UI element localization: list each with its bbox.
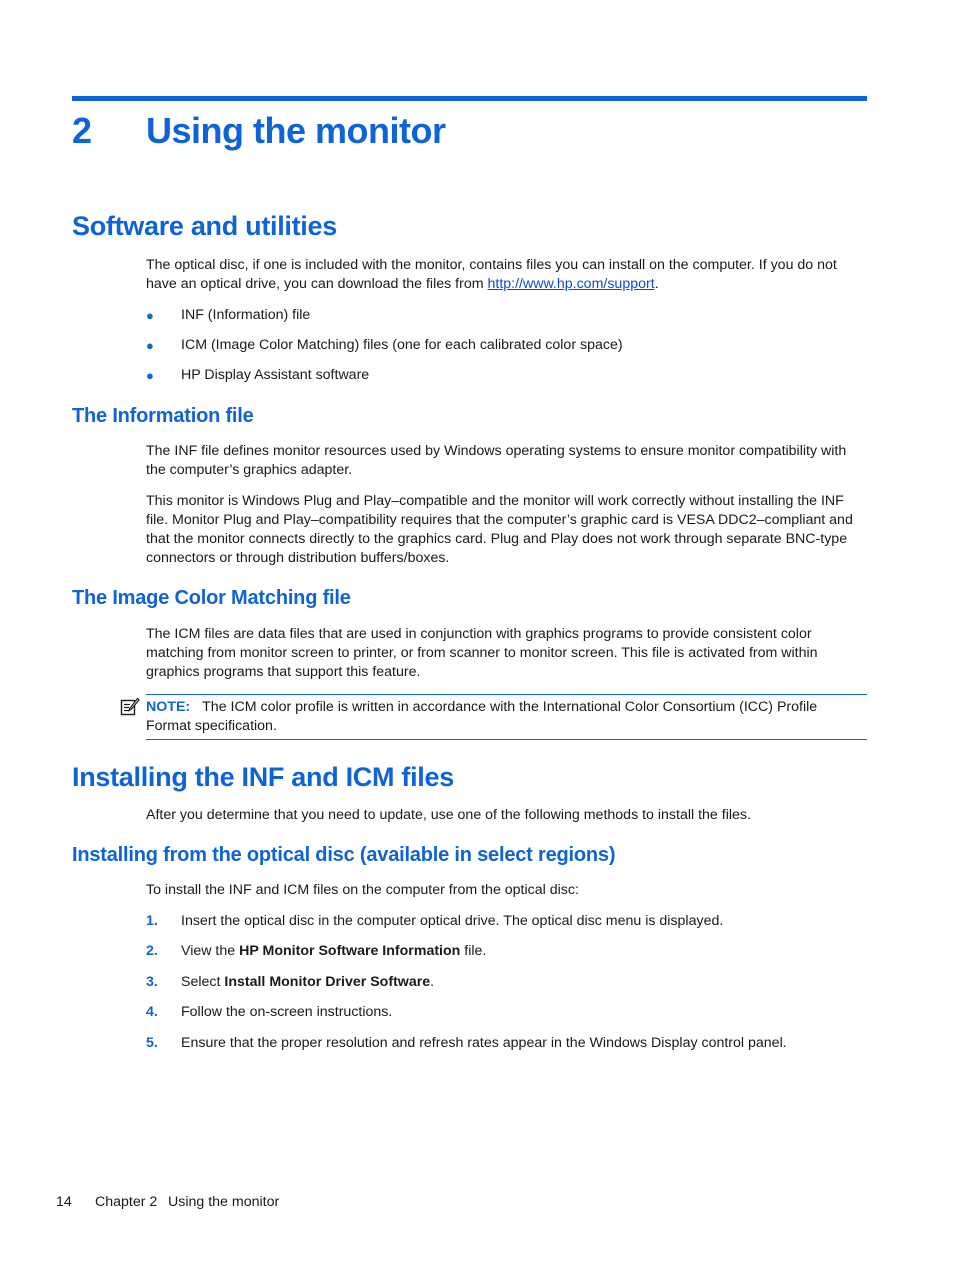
note-bottom-rule [146,739,867,740]
footer-chapter-label: Chapter 2 [95,1194,158,1210]
page-number: 14 [56,1194,72,1210]
bullet-icon: ● [146,338,154,353]
installing-paragraph: After you determine that you need to update, use one of the following methods to install the files. [146,807,751,823]
step-text [181,1034,865,1053]
heading-optical-disc: Installing from the optical disc (available in select regions) [72,844,616,866]
software-intro-end: . [654,276,659,292]
heading-installing-files: Installing the INF and ICM files [72,762,454,792]
software-intro [146,256,864,294]
footer-chapter-title: Using the monitor [168,1194,280,1210]
step-number: 4. [146,1004,158,1020]
chapter-rule [72,96,867,101]
step-text-part: Follow the on-screen instructions. [181,1004,393,1020]
info-paragraph-1: The INF file defines monitor resources used by Windows operating systems to ensure monitor compatibility with the computer’s graphics adapter. [146,443,847,478]
list-item: ICM (Image Color Matching) files (one for each calibrated color space) [181,337,623,353]
software-intro-text: The optical disc, if one is included with the monitor, contains files you can install on the computer. If you do not have an optical drive, you can download the files from [146,257,837,292]
bullet-icon: ● [146,368,154,383]
heading-information-file: The Information file [72,405,254,427]
step-text-part: Select [181,974,225,990]
chapter-title: Using the monitor [146,110,446,151]
list-item: HP Display Assistant software [181,367,370,383]
step-text-part: View the [181,943,240,959]
step-text [181,912,865,931]
icm-paragraph-1: The ICM files are data files that are used in conjunction with graphics programs to provide consistent color matching from monitor screen to printer, or from scanner to monitor screen. This file is activated from within graphics programs that support this feature. [146,626,818,680]
step-number: 5. [146,1035,158,1051]
step-text-part: file. [460,943,487,959]
step-text [181,1003,865,1022]
step-text-part: . [430,974,435,990]
chapter-number: 2 [72,110,93,151]
step-number: 3. [146,974,158,990]
step-text-part: Insert the optical disc in the computer optical drive. The optical disc menu is displayed. [181,913,724,929]
step-text-bold: HP Monitor Software Information [239,943,461,959]
note-top-rule [146,694,867,695]
list-item: INF (Information) file [181,307,311,323]
step-text-bold: Install Monitor Driver Software [224,974,431,990]
note-text: The ICM color profile is written in accordance with the International Color Consortium (ICC) Profile Format specification. [146,699,818,734]
note-icon [120,697,140,717]
step-text [181,942,865,961]
step-text-part: Ensure that the proper resolution and refresh rates appear in the Windows Display control panel. [181,1035,787,1051]
step-text [181,973,865,992]
note-block [146,698,864,736]
support-link[interactable]: http://www.hp.com/support [487,276,655,292]
note-label: NOTE: [146,699,191,715]
step-number: 1. [146,913,158,929]
bullet-icon: ● [146,308,154,323]
optical-intro: To install the INF and ICM files on the computer from the optical disc: [146,882,579,898]
step-number: 2. [146,943,158,959]
heading-software-utilities: Software and utilities [72,211,337,241]
heading-icm-file: The Image Color Matching file [72,587,351,609]
info-paragraph-2: This monitor is Windows Plug and Play–compatible and the monitor will work correctly without installing the INF file. Monitor Plug and Play–compatibility requires that the computer’s graphic card is VESA DDC2–compliant and that the monitor connects directly to the graphics card. Plug and Play does not work through separate BNC-type connectors or through distribution buffers/boxes. [146,493,853,566]
